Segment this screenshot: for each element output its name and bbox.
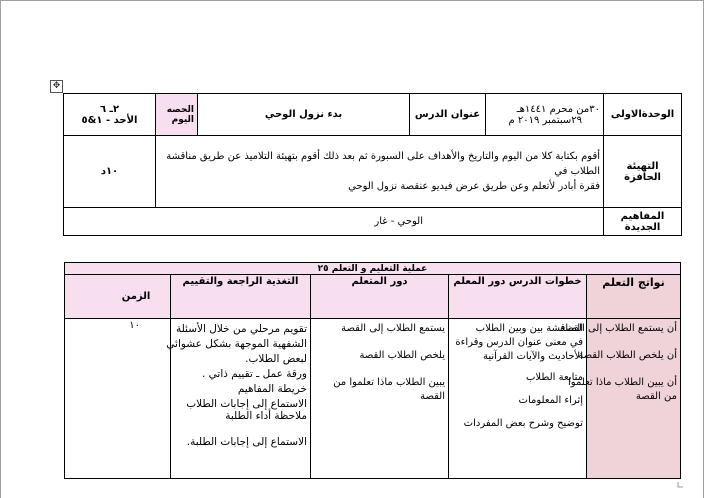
- period-label-2: اليوم: [171, 114, 194, 125]
- col-header-learner: دور المتعلم: [311, 275, 449, 319]
- step-item: توضيح وشرح بعض المفردات: [463, 418, 583, 429]
- feedback-item: خريطة المفاهيم: [237, 383, 307, 395]
- period-labels: [156, 94, 198, 136]
- feedback-item: لبعض الطلاب.: [245, 353, 307, 365]
- feedback-item: تقويم مرحلي من خلال الأسئلة: [175, 323, 307, 335]
- step-item: الأحاديث والآيات القرآنية: [482, 351, 583, 362]
- col-header-time: الزمن: [65, 275, 171, 319]
- page-top-edge: [0, 0, 704, 1]
- intro-time: ١٠د: [64, 136, 156, 208]
- learner-item: يستمع الطلاب إلى القصة: [341, 323, 445, 334]
- col-header-steps: خطوات الدرس دور المعلم: [449, 275, 587, 319]
- lesson-title-value: بدء نزول الوحي: [198, 94, 410, 136]
- outcome-item: أن يبين الطلاب ماذا تعلموا: [568, 377, 677, 388]
- learner-item: يبين الطلاب ماذا تعلموا من: [333, 377, 445, 388]
- concepts-label: المفاهيم الجديدة: [604, 208, 682, 236]
- outcomes-cell: [559, 319, 681, 479]
- outcome-item: من القصة: [635, 391, 677, 402]
- col-header-feedback: التغذية الراجعة والتقييم: [171, 275, 311, 319]
- date-line-2: ٢٩سبتمبر ٢٠١٩ م: [508, 114, 582, 126]
- feedback-item: الاستماع إلى إجابات الطلبة.: [186, 436, 307, 448]
- feedback-item: ملاحظة أداء الطلبة: [225, 410, 307, 422]
- intro-label: التهيئة الحافزة: [604, 136, 682, 208]
- table-move-handle-icon[interactable]: ✥: [50, 80, 63, 93]
- intro-text-line-1: أقوم بكتابة كلا من اليوم والتاريخ والأهداف على السبورة ثم بعد ذلك أقوم بتهيئة التلاميذ عن طريق مناقشة الطلاب في: [166, 151, 600, 177]
- lesson-header-table: [63, 93, 682, 236]
- period-label-1: الحصه: [166, 104, 194, 115]
- learner-item: القصة: [420, 391, 445, 402]
- unit-label: الوحدةالاولى: [604, 94, 682, 136]
- intro-text: [156, 136, 604, 208]
- step-item: المناقشة بين وبين الطلاب: [475, 323, 583, 334]
- period-value-2: الأحد - ١&٥: [81, 114, 138, 126]
- page-left-edge: [0, 0, 1, 498]
- lesson-title-label: عنوان الدرس: [410, 94, 486, 136]
- feedback-cell: [166, 319, 311, 479]
- feedback-item: الاستماع إلى إجابات الطلاب: [186, 398, 307, 410]
- learner-cell: [311, 319, 449, 479]
- date-line-1: ٣٠من محرم ١٤٤١هـ: [516, 103, 600, 115]
- concepts-value: الوحي - غار: [64, 208, 604, 236]
- step-item: متابعة الطلاب: [526, 372, 583, 383]
- period-value-1: ٢ـ ٦: [99, 103, 120, 115]
- learning-process-table: [64, 262, 681, 479]
- outcome-item: أن يلخص الطلاب القصة: [578, 350, 677, 361]
- col-header-outcomes: نواتج التعلم: [587, 275, 681, 319]
- outcome-item: أن يستمع الطلاب إلى القصة: [559, 323, 677, 334]
- period-values: [64, 94, 156, 136]
- step-item: في معنى عنوان الدرس وقراءة: [455, 337, 583, 348]
- time-cell: ١٠: [65, 319, 171, 479]
- step-item: إثراء المعلومات: [518, 395, 583, 406]
- learner-item: يلخص الطلاب القصة: [359, 350, 445, 361]
- feedback-item: الشفهية الموجهة بشكل عشوائي: [166, 338, 307, 350]
- process-table-title: عملية التعليم و التعلم ٢٥: [65, 263, 681, 275]
- feedback-item: ورقة عمل ـ تقييم ذاتي .: [201, 368, 307, 380]
- intro-text-line-2: فقرة أبادر لأتعلم وعن طريق عرض فيديو عنقصة نزول الوحي: [348, 181, 600, 192]
- date-cell: [486, 94, 604, 136]
- page-corner-mark: [678, 482, 684, 488]
- steps-cell: [449, 319, 587, 479]
